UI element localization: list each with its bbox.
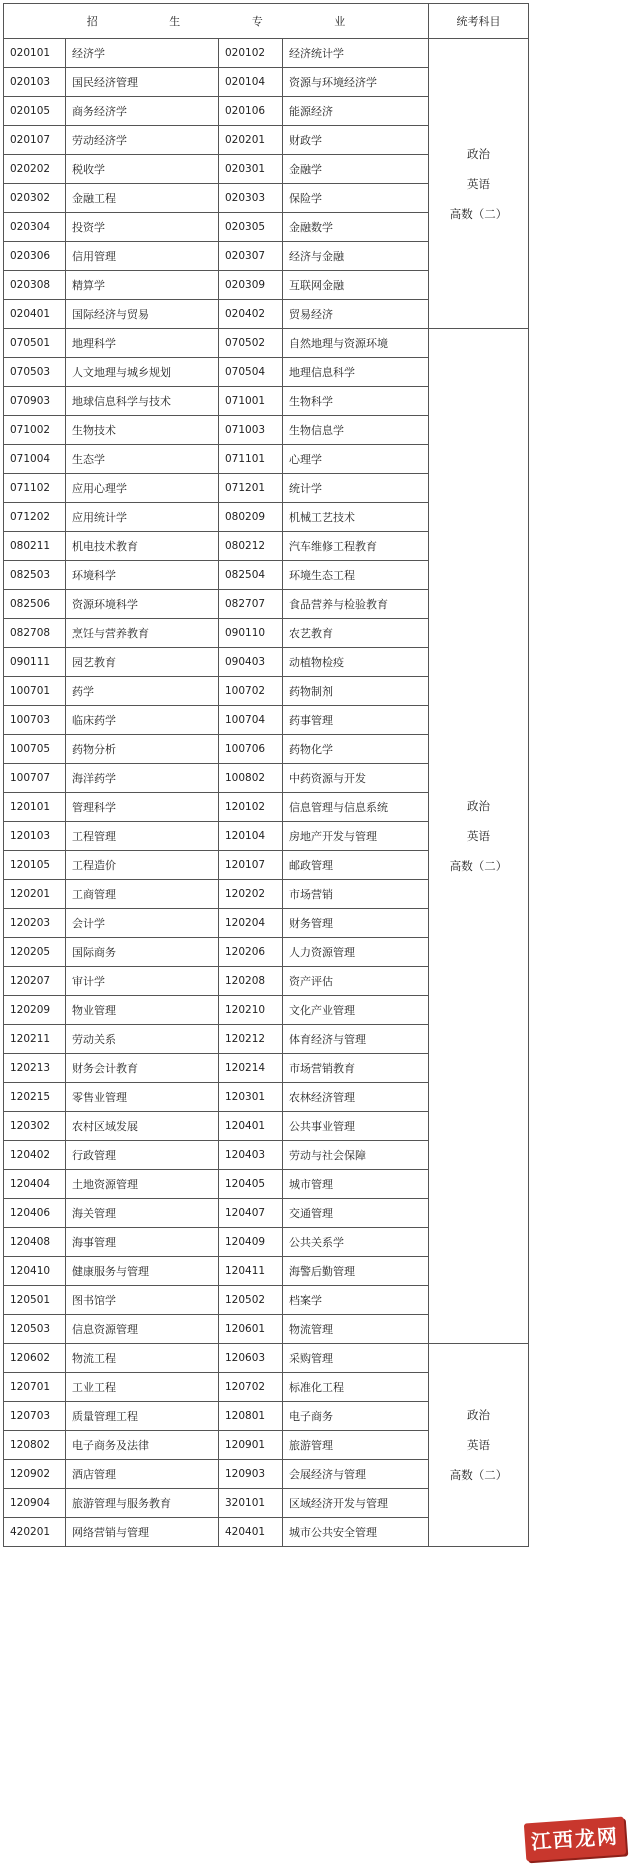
major-name: 体育经济与管理 bbox=[283, 1025, 429, 1054]
major-code: 120403 bbox=[219, 1141, 283, 1170]
exam-subjects-cell bbox=[429, 39, 529, 329]
major-code: 100701 bbox=[4, 677, 66, 706]
major-name: 公共事业管理 bbox=[283, 1112, 429, 1141]
major-name: 药物制剂 bbox=[283, 677, 429, 706]
major-name: 农林经济管理 bbox=[283, 1083, 429, 1112]
major-code: 071202 bbox=[4, 503, 66, 532]
major-name: 投资学 bbox=[66, 213, 219, 242]
major-code: 420401 bbox=[219, 1518, 283, 1547]
major-code: 100706 bbox=[219, 735, 283, 764]
major-code: 120703 bbox=[4, 1402, 66, 1431]
major-code: 020306 bbox=[4, 242, 66, 271]
exam-subject: 英语 bbox=[467, 829, 490, 843]
major-code: 120215 bbox=[4, 1083, 66, 1112]
major-code: 082503 bbox=[4, 561, 66, 590]
major-name: 工商管理 bbox=[66, 880, 219, 909]
major-name: 质量管理工程 bbox=[66, 1402, 219, 1431]
major-name: 药事管理 bbox=[283, 706, 429, 735]
major-code: 120409 bbox=[219, 1228, 283, 1257]
major-name: 临床药学 bbox=[66, 706, 219, 735]
major-code: 082707 bbox=[219, 590, 283, 619]
major-name: 会计学 bbox=[66, 909, 219, 938]
major-code: 120103 bbox=[4, 822, 66, 851]
major-name: 资源环境科学 bbox=[66, 590, 219, 619]
major-code: 080211 bbox=[4, 532, 66, 561]
majors-table bbox=[3, 3, 529, 1547]
major-code: 120204 bbox=[219, 909, 283, 938]
major-name: 海洋药学 bbox=[66, 764, 219, 793]
major-name: 汽车维修工程教育 bbox=[283, 532, 429, 561]
major-code: 120205 bbox=[4, 938, 66, 967]
site-logo-watermark: 江西龙网 bbox=[524, 1817, 626, 1862]
major-code: 120208 bbox=[219, 967, 283, 996]
major-code: 120903 bbox=[219, 1460, 283, 1489]
major-code: 090111 bbox=[4, 648, 66, 677]
major-code: 070503 bbox=[4, 358, 66, 387]
major-name: 中药资源与开发 bbox=[283, 764, 429, 793]
major-code: 120502 bbox=[219, 1286, 283, 1315]
major-name: 文化产业管理 bbox=[283, 996, 429, 1025]
exam-subject: 政治 bbox=[467, 1408, 490, 1422]
major-code: 071003 bbox=[219, 416, 283, 445]
major-code: 020105 bbox=[4, 97, 66, 126]
major-code: 020309 bbox=[219, 271, 283, 300]
major-name: 邮政管理 bbox=[283, 851, 429, 880]
major-name: 烹饪与营养教育 bbox=[66, 619, 219, 648]
major-name: 标准化工程 bbox=[283, 1373, 429, 1402]
major-name: 食品营养与检验教育 bbox=[283, 590, 429, 619]
major-name: 地理科学 bbox=[66, 329, 219, 358]
major-code: 020104 bbox=[219, 68, 283, 97]
major-name: 环境生态工程 bbox=[283, 561, 429, 590]
major-name: 互联网金融 bbox=[283, 271, 429, 300]
major-code: 120202 bbox=[219, 880, 283, 909]
major-name: 物流工程 bbox=[66, 1344, 219, 1373]
major-code: 020106 bbox=[219, 97, 283, 126]
major-code: 020107 bbox=[4, 126, 66, 155]
major-name: 药物分析 bbox=[66, 735, 219, 764]
major-code: 100702 bbox=[219, 677, 283, 706]
major-code: 070502 bbox=[219, 329, 283, 358]
major-code: 120801 bbox=[219, 1402, 283, 1431]
major-name: 劳动经济学 bbox=[66, 126, 219, 155]
major-code: 120207 bbox=[4, 967, 66, 996]
major-name: 劳动与社会保障 bbox=[283, 1141, 429, 1170]
major-code: 120407 bbox=[219, 1199, 283, 1228]
major-code: 120212 bbox=[219, 1025, 283, 1054]
major-code: 020307 bbox=[219, 242, 283, 271]
major-code: 020308 bbox=[4, 271, 66, 300]
major-name: 保险学 bbox=[283, 184, 429, 213]
header-majors: 招 生 专 业 bbox=[4, 4, 429, 39]
major-name: 土地资源管理 bbox=[66, 1170, 219, 1199]
exam-subject: 高数（二） bbox=[449, 1468, 508, 1482]
major-name: 市场营销 bbox=[283, 880, 429, 909]
major-code: 120603 bbox=[219, 1344, 283, 1373]
major-name: 信用管理 bbox=[66, 242, 219, 271]
major-code: 120702 bbox=[219, 1373, 283, 1402]
major-code: 120101 bbox=[4, 793, 66, 822]
major-name: 图书馆学 bbox=[66, 1286, 219, 1315]
major-name: 农村区域发展 bbox=[66, 1112, 219, 1141]
major-code: 120102 bbox=[219, 793, 283, 822]
major-code: 082504 bbox=[219, 561, 283, 590]
major-name: 国民经济管理 bbox=[66, 68, 219, 97]
major-name: 能源经济 bbox=[283, 97, 429, 126]
major-name: 生物技术 bbox=[66, 416, 219, 445]
major-name: 会展经济与管理 bbox=[283, 1460, 429, 1489]
major-name: 交通管理 bbox=[283, 1199, 429, 1228]
major-code: 120401 bbox=[219, 1112, 283, 1141]
major-name: 人力资源管理 bbox=[283, 938, 429, 967]
major-name: 园艺教育 bbox=[66, 648, 219, 677]
major-code: 071001 bbox=[219, 387, 283, 416]
major-code: 020101 bbox=[4, 39, 66, 68]
major-code: 082708 bbox=[4, 619, 66, 648]
major-name: 经济统计学 bbox=[283, 39, 429, 68]
major-code: 120408 bbox=[4, 1228, 66, 1257]
major-name: 地球信息科学与技术 bbox=[66, 387, 219, 416]
table-body bbox=[4, 39, 529, 1547]
major-name: 国际商务 bbox=[66, 938, 219, 967]
major-name: 应用心理学 bbox=[66, 474, 219, 503]
major-code: 100802 bbox=[219, 764, 283, 793]
major-code: 100703 bbox=[4, 706, 66, 735]
header-exam-subjects: 统考科目 bbox=[429, 4, 529, 39]
major-name: 动植物检疫 bbox=[283, 648, 429, 677]
exam-subjects-cell bbox=[429, 1344, 529, 1547]
major-code: 120213 bbox=[4, 1054, 66, 1083]
major-code: 120405 bbox=[219, 1170, 283, 1199]
major-name: 电子商务 bbox=[283, 1402, 429, 1431]
major-name: 贸易经济 bbox=[283, 300, 429, 329]
major-name: 管理科学 bbox=[66, 793, 219, 822]
major-name: 工程造价 bbox=[66, 851, 219, 880]
major-name: 机械工艺技术 bbox=[283, 503, 429, 532]
major-name: 零售业管理 bbox=[66, 1083, 219, 1112]
major-name: 财务管理 bbox=[283, 909, 429, 938]
major-code: 420201 bbox=[4, 1518, 66, 1547]
major-code: 120402 bbox=[4, 1141, 66, 1170]
major-name: 统计学 bbox=[283, 474, 429, 503]
major-name: 生态学 bbox=[66, 445, 219, 474]
major-code: 120802 bbox=[4, 1431, 66, 1460]
major-name: 人文地理与城乡规划 bbox=[66, 358, 219, 387]
table-row bbox=[4, 1344, 529, 1373]
major-code: 071101 bbox=[219, 445, 283, 474]
major-code: 120214 bbox=[219, 1054, 283, 1083]
major-code: 070903 bbox=[4, 387, 66, 416]
major-code: 120410 bbox=[4, 1257, 66, 1286]
major-name: 商务经济学 bbox=[66, 97, 219, 126]
major-name: 档案学 bbox=[283, 1286, 429, 1315]
major-code: 090403 bbox=[219, 648, 283, 677]
major-code: 120201 bbox=[4, 880, 66, 909]
major-code: 120211 bbox=[4, 1025, 66, 1054]
major-name: 城市管理 bbox=[283, 1170, 429, 1199]
major-code: 120209 bbox=[4, 996, 66, 1025]
major-code: 120104 bbox=[219, 822, 283, 851]
major-code: 120701 bbox=[4, 1373, 66, 1402]
major-code: 071201 bbox=[219, 474, 283, 503]
major-name: 生物信息学 bbox=[283, 416, 429, 445]
major-code: 020103 bbox=[4, 68, 66, 97]
major-name: 城市公共安全管理 bbox=[283, 1518, 429, 1547]
major-name: 自然地理与资源环境 bbox=[283, 329, 429, 358]
major-code: 120602 bbox=[4, 1344, 66, 1373]
major-code: 120406 bbox=[4, 1199, 66, 1228]
major-code: 020303 bbox=[219, 184, 283, 213]
major-name: 经济与金融 bbox=[283, 242, 429, 271]
major-name: 农艺教育 bbox=[283, 619, 429, 648]
major-name: 财政学 bbox=[283, 126, 429, 155]
major-code: 082506 bbox=[4, 590, 66, 619]
major-name: 资源与环境经济学 bbox=[283, 68, 429, 97]
major-code: 080209 bbox=[219, 503, 283, 532]
major-name: 地理信息科学 bbox=[283, 358, 429, 387]
major-name: 机电技术教育 bbox=[66, 532, 219, 561]
major-code: 071002 bbox=[4, 416, 66, 445]
major-name: 环境科学 bbox=[66, 561, 219, 590]
major-name: 旅游管理与服务教育 bbox=[66, 1489, 219, 1518]
major-name: 药学 bbox=[66, 677, 219, 706]
major-name: 采购管理 bbox=[283, 1344, 429, 1373]
table-header-row bbox=[4, 4, 529, 39]
major-name: 海事管理 bbox=[66, 1228, 219, 1257]
major-name: 信息管理与信息系统 bbox=[283, 793, 429, 822]
major-code: 090110 bbox=[219, 619, 283, 648]
major-code: 120210 bbox=[219, 996, 283, 1025]
major-name: 国际经济与贸易 bbox=[66, 300, 219, 329]
major-name: 海警后勤管理 bbox=[283, 1257, 429, 1286]
major-code: 070501 bbox=[4, 329, 66, 358]
major-name: 金融工程 bbox=[66, 184, 219, 213]
major-name: 生物科学 bbox=[283, 387, 429, 416]
major-name: 海关管理 bbox=[66, 1199, 219, 1228]
major-name: 药物化学 bbox=[283, 735, 429, 764]
major-code: 120904 bbox=[4, 1489, 66, 1518]
exam-subjects-cell bbox=[429, 329, 529, 1344]
major-name: 心理学 bbox=[283, 445, 429, 474]
major-name: 物流管理 bbox=[283, 1315, 429, 1344]
major-code: 020202 bbox=[4, 155, 66, 184]
major-code: 120404 bbox=[4, 1170, 66, 1199]
major-code: 020201 bbox=[219, 126, 283, 155]
major-name: 信息资源管理 bbox=[66, 1315, 219, 1344]
major-code: 020302 bbox=[4, 184, 66, 213]
major-name: 金融学 bbox=[283, 155, 429, 184]
major-code: 080212 bbox=[219, 532, 283, 561]
major-code: 100707 bbox=[4, 764, 66, 793]
major-code: 120411 bbox=[219, 1257, 283, 1286]
major-code: 020305 bbox=[219, 213, 283, 242]
major-name: 精算学 bbox=[66, 271, 219, 300]
major-name: 税收学 bbox=[66, 155, 219, 184]
major-code: 020301 bbox=[219, 155, 283, 184]
major-code: 100705 bbox=[4, 735, 66, 764]
major-code: 120105 bbox=[4, 851, 66, 880]
table-row bbox=[4, 329, 529, 358]
exam-subject: 高数（二） bbox=[449, 206, 508, 221]
major-code: 120203 bbox=[4, 909, 66, 938]
major-name: 网络营销与管理 bbox=[66, 1518, 219, 1547]
major-code: 020304 bbox=[4, 213, 66, 242]
exam-subject: 高数（二） bbox=[449, 859, 508, 873]
major-name: 旅游管理 bbox=[283, 1431, 429, 1460]
major-code: 120301 bbox=[219, 1083, 283, 1112]
major-code: 070504 bbox=[219, 358, 283, 387]
major-code: 100704 bbox=[219, 706, 283, 735]
major-name: 工程管理 bbox=[66, 822, 219, 851]
major-code: 120501 bbox=[4, 1286, 66, 1315]
major-code: 120302 bbox=[4, 1112, 66, 1141]
major-code: 120902 bbox=[4, 1460, 66, 1489]
major-name: 行政管理 bbox=[66, 1141, 219, 1170]
major-name: 应用统计学 bbox=[66, 503, 219, 532]
exam-subject: 政治 bbox=[467, 146, 490, 161]
major-name: 经济学 bbox=[66, 39, 219, 68]
major-code: 071102 bbox=[4, 474, 66, 503]
major-name: 公共关系学 bbox=[283, 1228, 429, 1257]
major-code: 120206 bbox=[219, 938, 283, 967]
major-code: 120901 bbox=[219, 1431, 283, 1460]
major-name: 市场营销教育 bbox=[283, 1054, 429, 1083]
major-name: 健康服务与管理 bbox=[66, 1257, 219, 1286]
major-name: 财务会计教育 bbox=[66, 1054, 219, 1083]
major-name: 工业工程 bbox=[66, 1373, 219, 1402]
major-code: 120601 bbox=[219, 1315, 283, 1344]
major-name: 酒店管理 bbox=[66, 1460, 219, 1489]
major-code: 020102 bbox=[219, 39, 283, 68]
exam-subject: 英语 bbox=[467, 176, 490, 191]
major-code: 120107 bbox=[219, 851, 283, 880]
major-code: 120503 bbox=[4, 1315, 66, 1344]
major-name: 区域经济开发与管理 bbox=[283, 1489, 429, 1518]
major-code: 320101 bbox=[219, 1489, 283, 1518]
major-name: 物业管理 bbox=[66, 996, 219, 1025]
major-code: 020402 bbox=[219, 300, 283, 329]
major-code: 020401 bbox=[4, 300, 66, 329]
table-row bbox=[4, 39, 529, 68]
exam-subject: 政治 bbox=[467, 799, 490, 813]
major-code: 071004 bbox=[4, 445, 66, 474]
major-name: 审计学 bbox=[66, 967, 219, 996]
major-name: 房地产开发与管理 bbox=[283, 822, 429, 851]
major-name: 劳动关系 bbox=[66, 1025, 219, 1054]
exam-subject: 英语 bbox=[467, 1438, 490, 1452]
major-name: 资产评估 bbox=[283, 967, 429, 996]
major-name: 金融数学 bbox=[283, 213, 429, 242]
major-name: 电子商务及法律 bbox=[66, 1431, 219, 1460]
